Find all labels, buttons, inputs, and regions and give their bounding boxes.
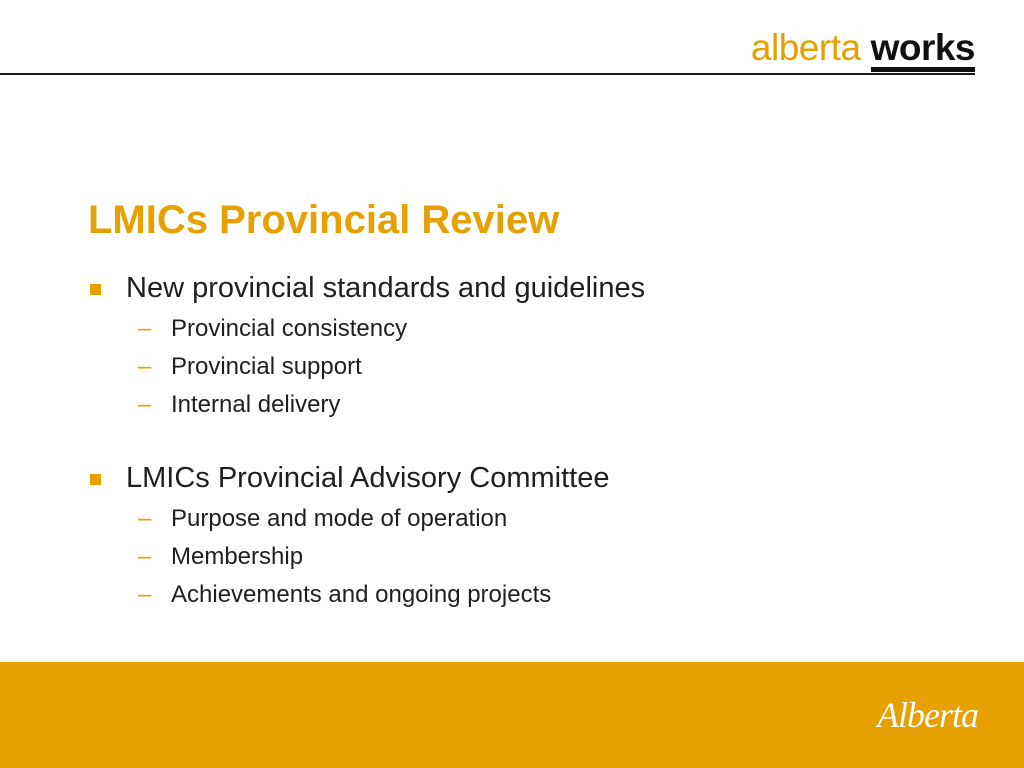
header-divider	[0, 73, 975, 75]
sub-item-label: Provincial support	[171, 353, 362, 380]
sub-item-label: Internal delivery	[171, 391, 341, 418]
brand-works-text: works	[871, 29, 975, 72]
brand-alberta-text: alberta	[750, 27, 861, 68]
slide-title: LMICs Provincial Review	[88, 198, 560, 242]
square-bullet-icon	[90, 284, 101, 295]
sub-item-label: Membership	[171, 543, 304, 570]
sub-item-label: Achievements and ongoing projects	[171, 581, 552, 608]
bullet-row	[88, 266, 948, 310]
bullet-item	[88, 456, 948, 614]
sub-item-label: Provincial consistency	[171, 315, 408, 342]
sub-item-label: Purpose and mode of operation	[171, 505, 508, 532]
bullet-list	[88, 266, 948, 646]
bullet-label: LMICs Provincial Advisory Committee	[126, 462, 610, 494]
bullet-item	[88, 266, 948, 424]
sub-item	[88, 500, 948, 538]
dash-bullet-icon: –	[138, 505, 152, 532]
sub-item	[88, 348, 948, 386]
bullet-row	[88, 456, 948, 500]
dash-bullet-icon: –	[138, 353, 152, 380]
dash-bullet-icon: –	[138, 581, 152, 608]
dash-bullet-icon: –	[138, 543, 152, 570]
sub-item	[88, 538, 948, 576]
bullet-label: New provincial standards and guidelines	[126, 272, 646, 304]
square-bullet-icon	[90, 474, 101, 485]
footer-band	[0, 662, 1024, 768]
sub-item	[88, 576, 948, 614]
dash-bullet-icon: –	[138, 391, 152, 418]
sub-item	[88, 310, 948, 348]
dash-bullet-icon: –	[138, 315, 152, 342]
alberta-works-logo	[751, 26, 975, 70]
sub-item	[88, 386, 948, 424]
alberta-government-logo: Alberta	[877, 695, 978, 735]
